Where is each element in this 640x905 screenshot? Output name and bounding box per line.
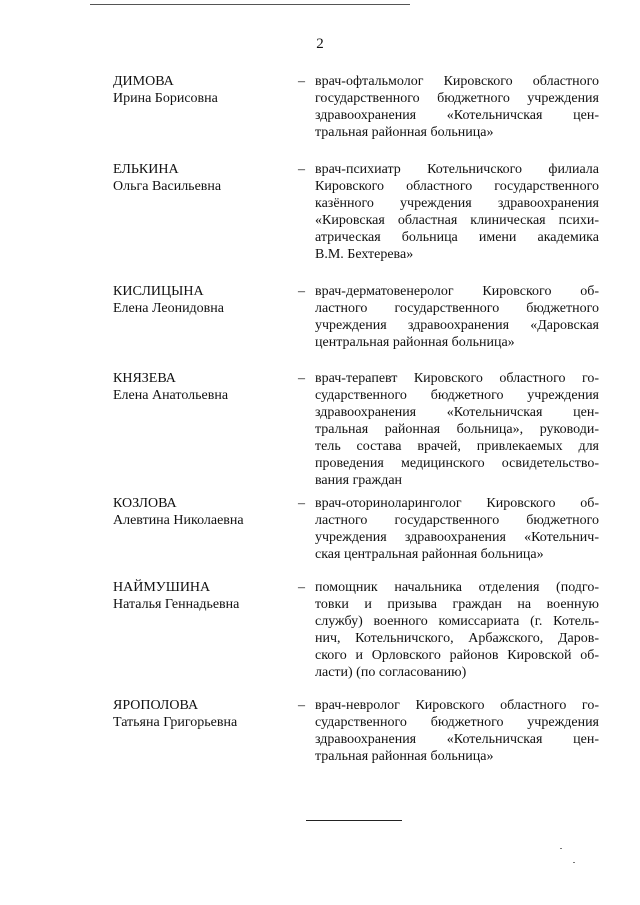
description-line: здравоохранения «Котельничская цен- <box>315 405 599 420</box>
given-names: Ольга Васильевна <box>113 179 222 194</box>
description-line: службу) военного комиссариата (г. Котель- <box>315 614 599 629</box>
position-description <box>315 73 599 141</box>
person-name <box>113 579 293 613</box>
surname: КОЗЛОВА <box>113 496 177 511</box>
description-line: «Кировская областная клиническая психи- <box>315 213 599 228</box>
description-line: врач-оториноларинголог Кировского об- <box>315 496 599 511</box>
description-line: помощник начальника отделения (подго- <box>315 580 599 595</box>
description-line: ластного государственного бюджетного <box>315 513 599 528</box>
given-names: Наталья Геннадьевна <box>113 597 240 612</box>
position-description <box>315 579 599 681</box>
description-line: ского и Орловского районов Кировской об- <box>315 648 599 663</box>
page-number: 2 <box>316 36 324 52</box>
dash-separator: – <box>298 698 305 713</box>
description-line: учреждения здравоохранения «Даровская <box>315 318 599 333</box>
description-line: ская центральная районная больница» <box>315 547 544 562</box>
given-names: Ирина Борисовна <box>113 91 218 106</box>
position-description <box>315 161 599 263</box>
description-line: сударственного бюджетного учреждения <box>315 715 599 730</box>
person-name <box>113 495 293 529</box>
surname: КНЯЗЕВА <box>113 371 176 386</box>
description-line: В.М. Бехтерева» <box>315 247 414 262</box>
dash-separator: – <box>298 74 305 89</box>
description-line: врач-дерматовенеролог Кировского об- <box>315 284 599 299</box>
person-name <box>113 283 293 317</box>
description-line: тральная районная больница» <box>315 125 494 140</box>
person-name <box>113 161 293 195</box>
end-rule <box>306 820 402 821</box>
description-line: ластного государственного бюджетного <box>315 301 599 316</box>
dash-separator: – <box>298 284 305 299</box>
description-line: государственного бюджетного учреждения <box>315 91 599 106</box>
description-line: врач-невролог Кировского областного го- <box>315 698 599 713</box>
description-line: нич, Котельничского, Арбажского, Даров- <box>315 631 599 646</box>
description-line: тральная районная больница», руководи- <box>315 422 599 437</box>
description-line: учреждения здравоохранения «Котельнич- <box>315 530 599 545</box>
description-line: казённого учреждения здравоохранения <box>315 196 599 211</box>
dash-separator: – <box>298 371 305 386</box>
surname: НАЙМУШИНА <box>113 580 211 595</box>
person-name <box>113 73 293 107</box>
given-names: Алевтина Николаевна <box>113 513 244 528</box>
dash-separator: – <box>298 496 305 511</box>
person-name <box>113 697 293 731</box>
description-line: товки и призыва граждан на военную <box>315 597 599 612</box>
given-names: Татьяна Григорьевна <box>113 715 238 730</box>
description-line: атрическая больница имени академика <box>315 230 599 245</box>
surname: КИСЛИЦЫНА <box>113 284 204 299</box>
top-rule <box>90 4 410 5</box>
person-name <box>113 370 293 404</box>
position-description <box>315 370 599 489</box>
description-line: проведения медицинского освидетельство- <box>315 456 599 471</box>
scan-speck <box>573 862 575 863</box>
position-description <box>315 283 599 351</box>
surname: ЯРОПОЛОВА <box>113 698 199 713</box>
scan-speck <box>560 848 562 849</box>
description-line: врач-офтальмолог Кировского областного <box>315 74 599 89</box>
dash-separator: – <box>298 580 305 595</box>
description-line: тель состава врачей, привлекаемых для <box>315 439 599 454</box>
description-line: здравоохранения «Котельничская цен- <box>315 732 599 747</box>
surname: ЕЛЬКИНА <box>113 162 179 177</box>
description-line: врач-психиатр Котельничского филиала <box>315 162 599 177</box>
description-line: Кировского областного государственного <box>315 179 599 194</box>
description-line: сударственного бюджетного учреждения <box>315 388 599 403</box>
description-line: врач-терапевт Кировского областного го- <box>315 371 599 386</box>
position-description <box>315 697 599 765</box>
description-line: здравоохранения «Котельничская цен- <box>315 108 599 123</box>
description-line: тральная районная больница» <box>315 749 494 764</box>
given-names: Елена Леонидовна <box>113 301 224 316</box>
surname: ДИМОВА <box>113 74 174 89</box>
position-description <box>315 495 599 563</box>
description-line: центральная районная больница» <box>315 335 515 350</box>
dash-separator: – <box>298 162 305 177</box>
description-line: ласти) (по согласованию) <box>315 665 467 680</box>
description-line: вания граждан <box>315 473 403 488</box>
given-names: Елена Анатольевна <box>113 388 229 403</box>
